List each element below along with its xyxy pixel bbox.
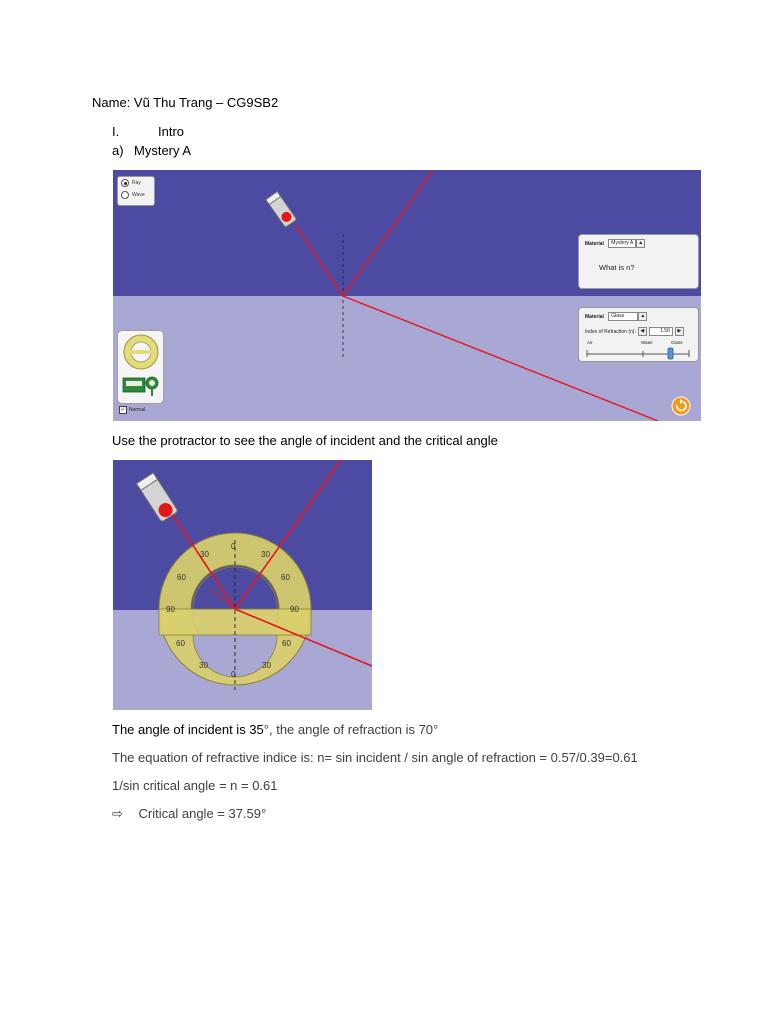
label-60-left-bottom: 60	[176, 639, 185, 648]
simulation-screenshot-protractor	[113, 460, 372, 710]
top-material-label: Material	[585, 240, 604, 247]
simulation-screenshot-mystery-a	[113, 170, 701, 421]
arrow-icon: ⇨	[112, 806, 123, 821]
index-slider[interactable]	[579, 308, 698, 361]
top-material-select[interactable]: Mystery A	[608, 239, 636, 248]
index-label: Index of Refraction (n):	[585, 328, 636, 335]
label-30-left-top: 30	[200, 550, 209, 559]
normal-label: Normal	[129, 407, 146, 413]
protractor-tool-icon	[124, 335, 158, 369]
angle-result-line	[112, 722, 438, 737]
label-0-bottom: 0	[231, 670, 236, 679]
conclusion-line	[112, 806, 266, 822]
slider-glass-label: Glass	[671, 340, 683, 345]
instruction-text: Use the protractor to see the angle of incident and the critical angle	[112, 433, 498, 448]
bottom-material-label: Material	[585, 313, 604, 320]
intensity-meter-icon	[123, 377, 158, 396]
subsection-label: a)	[112, 143, 124, 158]
critical-angle-text: Critical angle = 37.59°	[138, 806, 267, 821]
top-material-panel	[578, 234, 699, 289]
toolbox-panel	[117, 330, 164, 404]
section-title: Intro	[158, 124, 185, 139]
angle-refraction-text: °, the angle of refraction is 70°	[263, 722, 439, 737]
top-question-text: What is n?	[599, 263, 635, 272]
label-60-right-bottom: 60	[282, 639, 291, 648]
ray-wave-radio-panel	[117, 176, 155, 206]
slider-water-label: Water	[641, 340, 653, 345]
simulation-scene	[113, 170, 701, 421]
dropdown-arrow-icon[interactable]: ▲	[638, 312, 647, 321]
radio-ray[interactable]: Ray	[118, 177, 154, 189]
increase-arrow-icon[interactable]: ▶	[675, 327, 684, 336]
radio-empty-icon	[121, 191, 129, 199]
section-number: I.	[112, 124, 120, 139]
label-0-top: 0	[231, 542, 236, 551]
bottom-material-panel	[578, 307, 699, 362]
name-line: Name: Vũ Thu Trang – CG9SB2	[92, 95, 279, 110]
label-30-left-bottom: 30	[199, 661, 208, 670]
angle-incident-text: The angle of incident is 35	[112, 722, 264, 737]
label-90-left: 90	[166, 605, 175, 614]
check-icon: ✓	[120, 407, 126, 413]
label-30-right-bottom: 30	[262, 661, 271, 670]
dropdown-arrow-icon[interactable]: ▲	[636, 239, 645, 248]
label-60-right-top: 60	[281, 573, 290, 582]
slider-air-label: Air	[587, 340, 593, 345]
label-90-right: 90	[290, 605, 299, 614]
bottom-material-select[interactable]: Glass	[608, 312, 638, 321]
reset-icon	[672, 397, 690, 415]
slider-thumb	[668, 348, 673, 359]
equation-line: The equation of refractive indice is: n= sin incident / sin angle of refraction = 0.57/0.39=0.61	[112, 750, 638, 765]
label-30-right-top: 30	[261, 550, 270, 559]
radio-selected-icon	[121, 179, 129, 187]
decrease-arrow-icon[interactable]: ◀	[638, 327, 647, 336]
normal-checkbox[interactable]	[119, 406, 145, 414]
protractor-labels	[113, 460, 372, 710]
subsection-title: Mystery A	[134, 143, 192, 158]
index-value-field[interactable]: 1.50	[649, 327, 673, 336]
critical-sine-line: 1/sin critical angle = n = 0.61	[112, 778, 278, 793]
radio-wave[interactable]: Wave	[118, 189, 154, 201]
label-60-left-top: 60	[177, 573, 186, 582]
